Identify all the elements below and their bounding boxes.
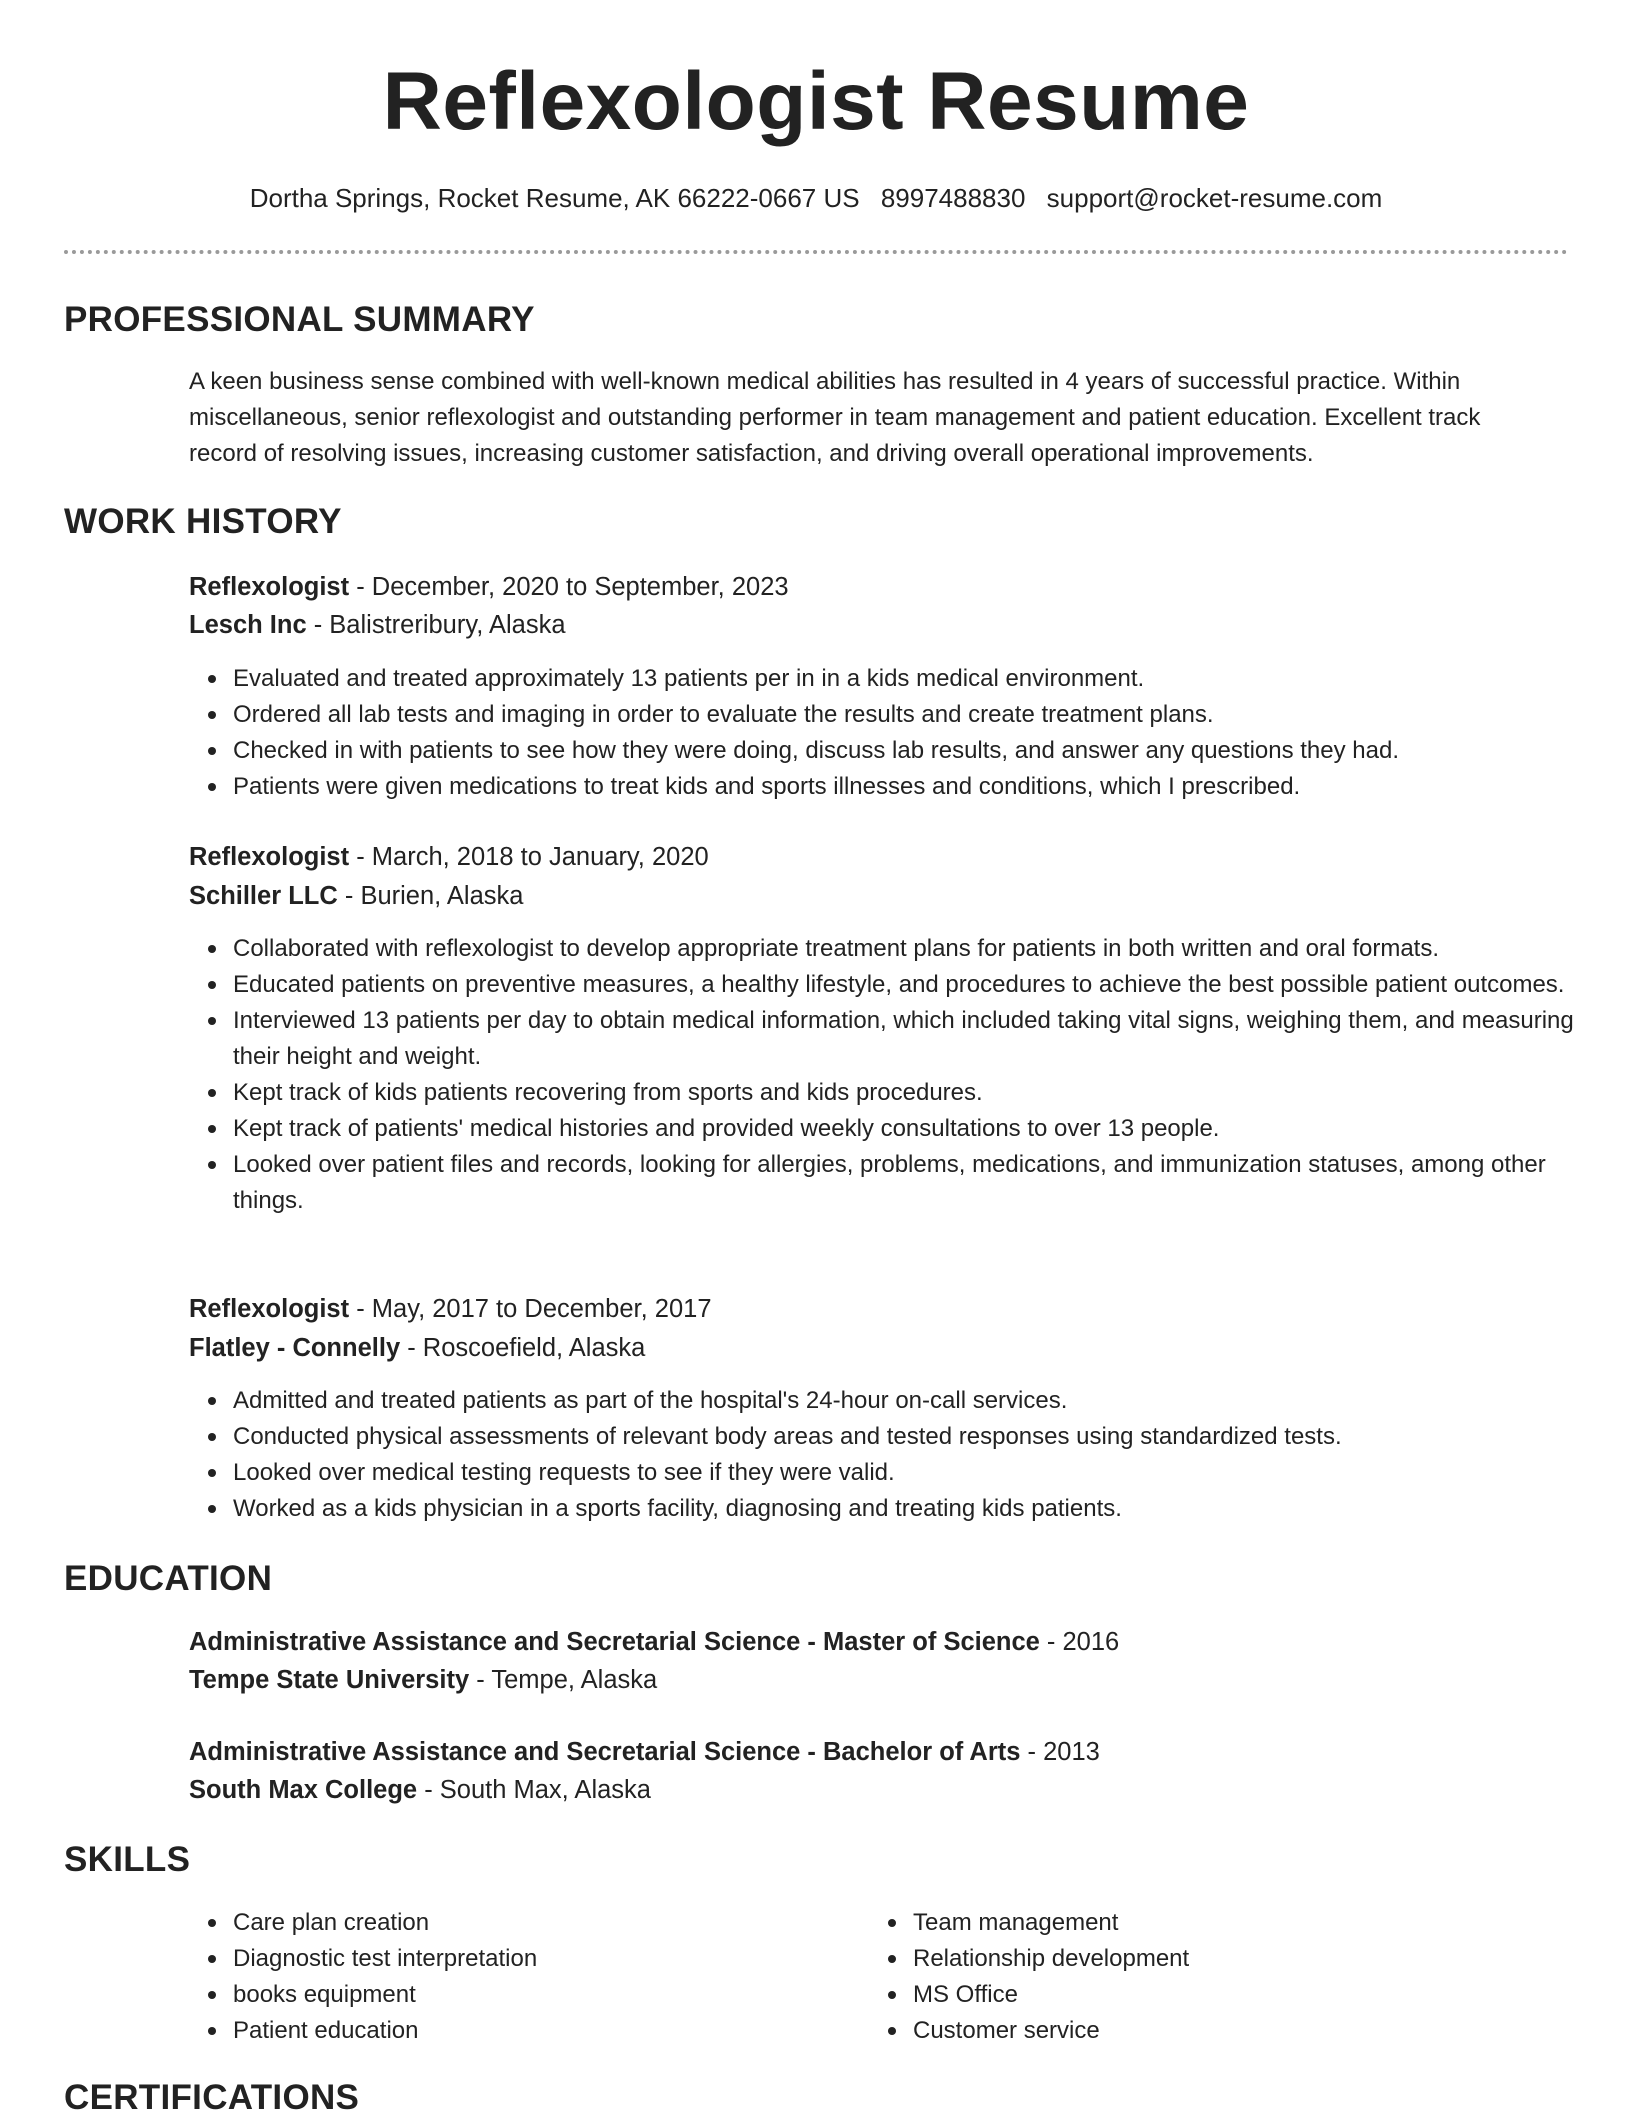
list-item: Collaborated with reflexologist to develop appropriate treatment plans for patients in both written and oral formats.: [233, 931, 1593, 967]
job-company: Flatley - Connelly: [189, 1334, 401, 1362]
job-company: Lesch Inc: [189, 611, 307, 639]
education-school-line: [189, 1771, 1559, 1809]
skill-item: Patient education: [233, 2013, 1593, 2049]
job-bullets: [189, 661, 1593, 805]
skill-item: books equipment: [233, 1977, 1593, 2013]
job-company-line: [189, 1329, 1559, 1367]
list-item: Looked over patient files and records, looking for allergies, problems, medications, and immunization statuses, among other things.: [233, 1147, 1593, 1219]
contact-line: [0, 180, 1632, 216]
list-item: Admitted and treated patients as part of the hospital's 24-hour on-call services.: [233, 1383, 1593, 1419]
job-bullets: [189, 931, 1593, 1219]
education-location: - South Max, Alaska: [417, 1776, 651, 1804]
education-degree: Administrative Assistance and Secretarial Science - Master of Science: [189, 1628, 1040, 1656]
job-location: - Burien, Alaska: [337, 882, 524, 910]
education-year: - 2016: [1039, 1628, 1120, 1656]
contact-phone: 8997488830: [880, 183, 1026, 213]
job-dates: - December, 2020 to September, 2023: [349, 573, 789, 601]
contact-address: Dortha Springs, Rocket Resume, AK 66222-0667 US: [249, 183, 860, 213]
list-item: Looked over medical testing requests to see if they were valid.: [233, 1455, 1593, 1491]
skill-item: Relationship development: [913, 1941, 1632, 1977]
list-item: Patients were given medications to treat kids and sports illnesses and conditions, which I prescribed.: [233, 769, 1593, 805]
education-year: - 2013: [1020, 1738, 1100, 1766]
section-title-education: EDUCATION: [64, 1559, 273, 1598]
summary-text: A keen business sense combined with well-known medical abilities has resulted in 4 years of successful practice. Within miscellaneous, senior reflexologist and outstanding performer in team management and patient education. Excellent track record of resolving issues, increasing customer satisfaction, and driving overall operational improvements.: [189, 368, 1481, 467]
skill-item: Diagnostic test interpretation: [233, 1941, 1593, 1977]
job-title: Reflexologist: [189, 1295, 350, 1323]
job-title-line: [189, 1290, 1559, 1328]
skill-item: Customer service: [913, 2013, 1632, 2049]
section-title-summary: PROFESSIONAL SUMMARY: [64, 300, 535, 339]
job-company-line: [189, 606, 1559, 644]
list-item: Ordered all lab tests and imaging in order to evaluate the results and create treatment plans.: [233, 697, 1593, 733]
job-bullets: [189, 1383, 1593, 1527]
section-title-work-history: WORK HISTORY: [64, 502, 342, 541]
job-dates: - March, 2018 to January, 2020: [349, 843, 709, 871]
education-location: - Tempe, Alaska: [469, 1666, 658, 1694]
education-school-line: [189, 1661, 1559, 1699]
job-location: - Balistreribury, Alaska: [306, 611, 566, 639]
skill-item: MS Office: [913, 1977, 1632, 2013]
education-degree-line: [189, 1733, 1559, 1771]
contact-email: support@rocket-resume.com: [1046, 183, 1383, 213]
section-title-skills: SKILLS: [64, 1840, 191, 1879]
job-title-line: [189, 838, 1559, 876]
job-dates: - May, 2017 to December, 2017: [349, 1295, 712, 1323]
header-divider: [64, 250, 1568, 254]
education-school: South Max College: [189, 1776, 418, 1804]
education-school: Tempe State University: [189, 1666, 470, 1694]
job-title-line: [189, 568, 1559, 606]
skill-item: Care plan creation: [233, 1905, 1593, 1941]
job-title: Reflexologist: [189, 843, 350, 871]
list-item: Educated patients on preventive measures, a healthy lifestyle, and procedures to achieve the best possible patient outcomes.: [233, 967, 1593, 1003]
list-item: Conducted physical assessments of relevant body areas and tested responses using standardized tests.: [233, 1419, 1593, 1455]
education-degree-line: [189, 1623, 1559, 1661]
list-item: Evaluated and treated approximately 13 patients per in in a kids medical environment.: [233, 661, 1593, 697]
list-item: Kept track of kids patients recovering from sports and kids procedures.: [233, 1075, 1593, 1111]
job-title: Reflexologist: [189, 573, 350, 601]
list-item: Worked as a kids physician in a sports facility, diagnosing and treating kids patients.: [233, 1491, 1593, 1527]
resume-title: Reflexologist Resume: [382, 56, 1250, 147]
education-degree: Administrative Assistance and Secretarial Science - Bachelor of Arts: [189, 1738, 1021, 1766]
list-item: Checked in with patients to see how they were doing, discuss lab results, and answer any questions they had.: [233, 733, 1593, 769]
list-item: Kept track of patients' medical histories and provided weekly consultations to over 13 people.: [233, 1111, 1593, 1147]
job-company-line: [189, 877, 1559, 915]
job-location: - Roscoefield, Alaska: [400, 1334, 646, 1362]
skill-item: Team management: [913, 1905, 1632, 1941]
skills-list-right: [869, 1905, 1632, 2049]
section-title-certifications: CERTIFICATIONS: [64, 2078, 360, 2117]
job-company: Schiller LLC: [189, 882, 338, 910]
list-item: Interviewed 13 patients per day to obtain medical information, which included taking vital signs, weighing them, and measuring their height and weight.: [233, 1003, 1593, 1075]
